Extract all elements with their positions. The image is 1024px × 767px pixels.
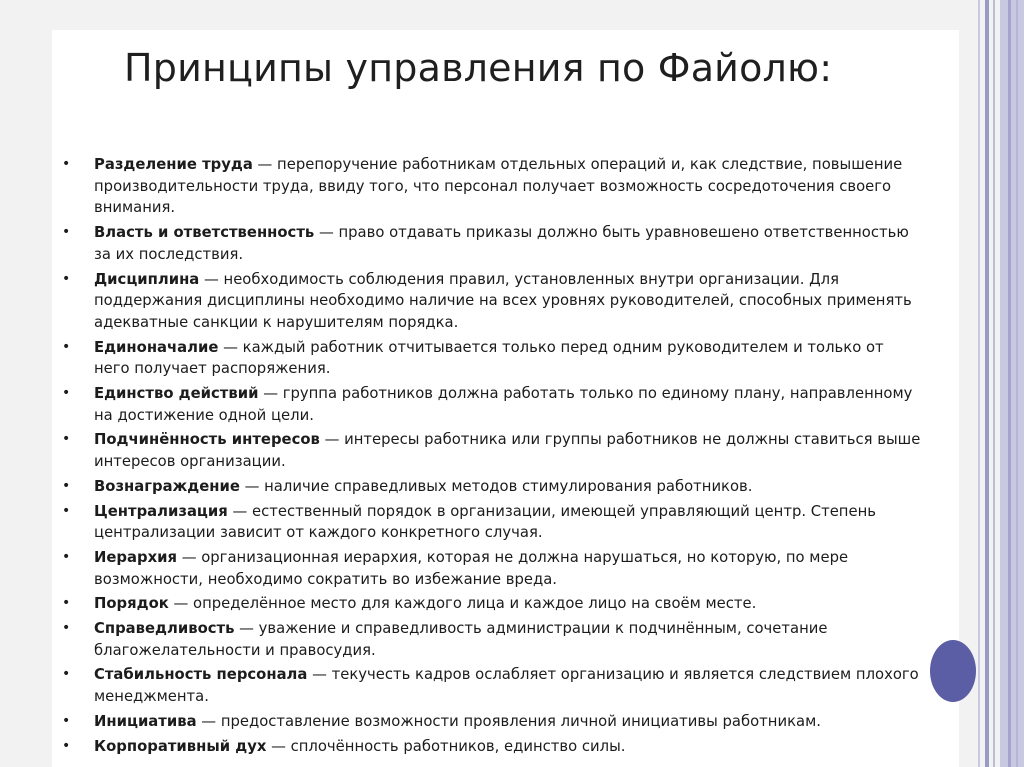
principle-term: Дисциплина (94, 270, 200, 288)
separator: — (227, 502, 252, 520)
principle-term: Подчинённость интересов (94, 431, 320, 449)
principle-description: каждый работник отчитывается только перед одним руководителем и только от него получает распоряжения. (94, 338, 884, 378)
separator: — (218, 338, 243, 356)
separator: — (258, 385, 283, 403)
rail-stripe (1008, 0, 1011, 767)
separator: — (252, 156, 278, 173)
principle-term: Разделение труда (94, 156, 253, 173)
bullet-icon: • (62, 224, 71, 241)
principles-list (62, 154, 922, 760)
rail-stripe (993, 0, 995, 767)
separator: — (196, 712, 221, 730)
principle-term: Инициатива (94, 712, 197, 730)
principle-term: Корпоративный дух (94, 737, 267, 755)
principle-description: определённое место для каждого лица и каждое лицо на своём месте. (193, 595, 757, 613)
bullet-icon: • (62, 270, 71, 287)
list-item (62, 618, 922, 661)
rail-stripe (1000, 0, 1024, 767)
separator: — (307, 666, 332, 684)
principle-term: Единство действий (94, 385, 259, 403)
list-item (62, 154, 922, 219)
list-item (62, 337, 922, 380)
principle-term: Порядок (94, 595, 169, 613)
principle-term: Иерархия (94, 548, 178, 566)
separator: — (239, 477, 265, 495)
principle-description: перепоручение работникам отдельных операций и, как следствие, повышение производительности труда, ввиду того, что персонал получает возможность сосредоточения своего внимания. (94, 156, 903, 217)
separator: — (199, 270, 224, 288)
bullet-icon: • (62, 737, 71, 754)
list-item (62, 476, 922, 498)
list-item (62, 222, 922, 265)
list-item (62, 383, 922, 426)
bullet-icon: • (62, 502, 71, 519)
principle-term: Централизация (94, 502, 228, 520)
list-item (62, 429, 922, 472)
bullet-icon: • (62, 620, 71, 637)
list-item (62, 664, 922, 707)
separator: — (314, 224, 339, 242)
principle-description: наличие справедливых методов стимулирования работников. (264, 477, 753, 495)
principle-term: Справедливость (94, 620, 235, 638)
principle-description: интересы работника или группы работников не должны ставиться выше интересов организации. (94, 431, 921, 471)
separator: — (177, 548, 202, 566)
list-item (62, 547, 922, 590)
principle-term: Вознаграждение (94, 477, 240, 495)
rail-stripe (1016, 0, 1018, 767)
rail-stripe (985, 0, 989, 767)
bullet-icon: • (62, 595, 71, 612)
principle-term: Стабильность персонала (94, 666, 308, 684)
list-item (62, 501, 922, 544)
principle-description: предоставление возможности проявления личной инициативы работникам. (220, 712, 821, 730)
principle-description: необходимость соблюдения правил, установленных внутри организации. Для поддержания дисциплины необходимо наличие на всех уровнях руководителей, способных применять адекватные санкции к нарушителям порядка. (94, 270, 912, 331)
list-item (62, 593, 922, 615)
slide-title: Принципы управления по Файолю: (124, 46, 833, 90)
principle-description: организационная иерархия, которая не должна нарушаться, но которую, по мере возможности, необходимо сократить во избежание вреда. (94, 548, 849, 588)
principle-description: право отдавать приказы должно быть уравновешено ответственностью за их последствия. (94, 224, 909, 263)
principle-description: естественный порядок в организации, имеющей управляющий центр. Степень централизации зависит от каждого конкретного случая. (94, 502, 876, 542)
bullet-icon: • (62, 712, 71, 729)
bullet-icon: • (62, 666, 71, 683)
principle-description: группа работников должна работать только по единому плану, направленному на достижение одной цели. (94, 385, 913, 424)
decorative-circle (930, 640, 976, 702)
principle-term: Единоначалие (94, 338, 219, 356)
separator: — (266, 737, 291, 755)
principle-term: Власть и ответственность (94, 224, 315, 242)
separator: — (168, 595, 194, 613)
bullet-icon: • (62, 156, 71, 172)
list-item (62, 736, 922, 758)
list-item (62, 711, 922, 733)
separator: — (319, 431, 345, 449)
principle-description: сплочённость работников, единство силы. (290, 737, 626, 755)
bullet-icon: • (62, 385, 71, 402)
bullet-icon: • (62, 431, 71, 448)
principle-description: текучесть кадров ослабляет организацию и является следствием плохого менеджмента. (94, 666, 919, 706)
bullet-icon: • (62, 548, 71, 565)
separator: — (234, 620, 259, 638)
list-item (62, 269, 922, 334)
decorative-rails (978, 0, 1024, 767)
bullet-icon: • (62, 477, 71, 494)
principle-description: уважение и справедливость администрации к подчинённым, сочетание благожелательности и правосудия. (94, 620, 828, 659)
bullet-icon: • (62, 338, 71, 355)
rail-stripe (978, 0, 980, 767)
